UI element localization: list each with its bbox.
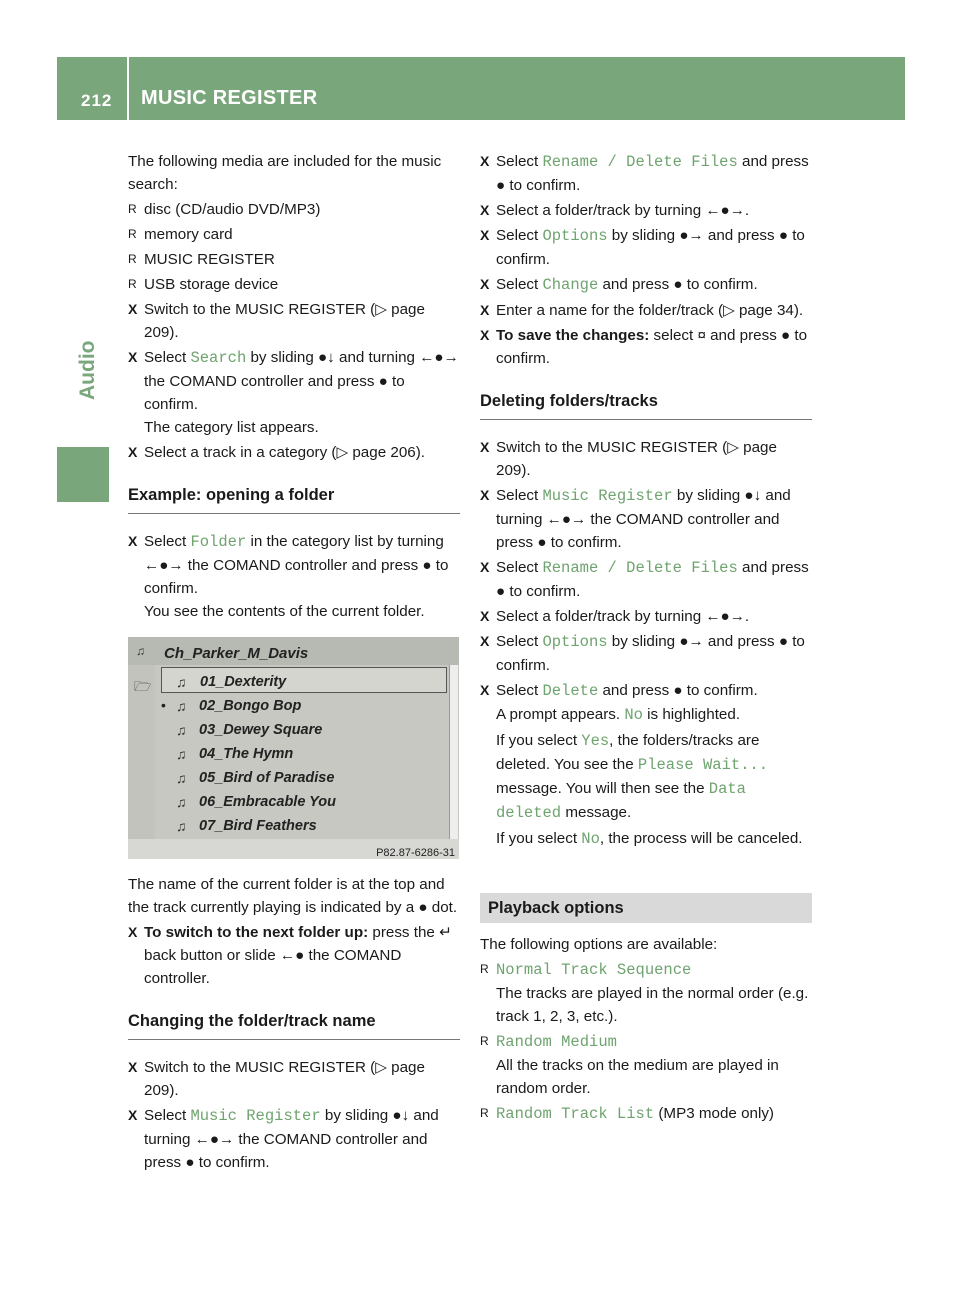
step-text: Select <box>496 487 543 504</box>
side-tab-label: Audio <box>76 340 99 400</box>
option-desc: The tracks are played in the normal order (e.g. track 1, 2, 3, etc.). <box>496 985 809 1025</box>
step <box>480 679 812 851</box>
step-marker: X <box>480 227 490 243</box>
step-text: Switch to the MUSIC REGISTER (▷ page 209). <box>144 1059 425 1099</box>
track-row[interactable] <box>155 740 445 764</box>
step <box>480 299 812 322</box>
note-icon: ♫ <box>176 770 187 786</box>
step <box>128 441 460 464</box>
step-result: You see the contents of the current folder. <box>144 603 425 620</box>
section-heading: Changing the folder/track name <box>128 1010 460 1040</box>
step-text: Select <box>496 153 543 170</box>
option-code: Random Medium <box>496 1033 617 1051</box>
step <box>128 1104 460 1174</box>
note-icon: ♫ <box>176 794 187 810</box>
step-text: select ¤ and press ● to confirm. <box>496 327 808 367</box>
result-text: is highlighted. <box>642 706 741 723</box>
menu-item-code: Options <box>542 227 608 245</box>
step-text: Select a folder/track by turning ←●→. <box>496 202 750 219</box>
step-bold: To save the changes: <box>496 327 650 344</box>
step-result <box>496 827 812 851</box>
menu-item-code: Options <box>542 633 608 651</box>
track-title: 05_Bird of Paradise <box>199 770 335 786</box>
step-text: Select <box>496 276 543 293</box>
media-item: R MUSIC REGISTER <box>128 248 460 271</box>
option-desc: (MP3 mode only) <box>654 1105 774 1122</box>
menu-item-code: Rename / Delete Files <box>542 153 738 171</box>
note-icon: ♫ <box>176 722 187 738</box>
step-result: The category list appears. <box>144 419 319 436</box>
menu-item-code: Search <box>190 349 247 367</box>
side-tab-marker <box>57 447 109 502</box>
step <box>480 224 812 271</box>
track-title: 02_Bongo Bop <box>199 698 302 714</box>
step <box>480 484 812 554</box>
note-icon: ♫ <box>176 698 187 714</box>
result-text: A prompt appears. <box>496 706 625 723</box>
step <box>128 1056 460 1102</box>
track-row[interactable] <box>155 812 445 836</box>
step-marker: X <box>480 608 490 624</box>
result-text: , the process will be canceled. <box>599 830 803 847</box>
page-number: 212 <box>81 91 113 110</box>
page-header <box>57 57 905 120</box>
step-text: Select <box>144 1107 191 1124</box>
option-item <box>480 958 812 1028</box>
screen-folder-name: Ch_Parker_M_Davis <box>164 645 309 662</box>
step <box>480 630 812 677</box>
body-text: The following options are available: <box>480 936 718 953</box>
track-title: 03_Dewey Square <box>199 722 323 738</box>
screen-sidebar <box>128 665 155 839</box>
option-code: Normal Track Sequence <box>496 961 692 979</box>
menu-item-code: Folder <box>190 533 247 551</box>
option-item <box>480 1102 812 1126</box>
step-text: Enter a name for the folder/track (▷ page 34). <box>496 302 804 319</box>
track-title: 04_The Hymn <box>199 746 294 762</box>
step-marker: X <box>480 559 490 575</box>
track-row[interactable] <box>161 667 447 693</box>
step-text: by sliding ●↓ and turning ←●→ the COMAND controller and press ● to confirm. <box>496 487 791 551</box>
step-text: Select <box>144 349 191 366</box>
note-icon: ♫ <box>176 818 187 834</box>
step <box>128 530 460 623</box>
note-icon: ♫ <box>176 674 187 690</box>
step-marker: X <box>480 202 490 218</box>
step <box>480 199 812 222</box>
track-title: 06_Embracable You <box>199 794 337 810</box>
side-tab <box>76 330 106 400</box>
media-item: R USB storage device <box>128 273 460 296</box>
scrollbar[interactable] <box>449 665 458 839</box>
step-marker: X <box>480 439 490 455</box>
track-row[interactable] <box>155 692 445 716</box>
step-text: and press ● to confirm. <box>496 559 809 600</box>
left-column <box>128 150 460 1176</box>
step-text: and press ● to confirm. <box>496 153 809 194</box>
step <box>480 273 812 297</box>
step-marker: X <box>128 924 138 940</box>
track-row[interactable] <box>155 764 445 788</box>
right-column <box>480 150 812 1128</box>
step-marker: X <box>128 444 138 460</box>
menu-item-code: Please Wait... <box>637 756 769 774</box>
step-marker: X <box>480 276 490 292</box>
step-text: Select <box>496 559 543 576</box>
folder-icon: 🗁 <box>134 678 152 694</box>
option-item <box>480 1030 812 1100</box>
step <box>480 556 812 603</box>
step-text: Select <box>496 633 543 650</box>
step-text: by sliding ●→ and press ● to confirm. <box>496 633 805 674</box>
step-bold: To switch to the next folder up: <box>144 924 369 941</box>
result-text: If you select <box>496 732 582 749</box>
option-code: Random Track List <box>496 1105 655 1123</box>
media-item: R disc (CD/audio DVD/MP3) <box>128 198 460 221</box>
section-heading: Example: opening a folder <box>128 484 460 514</box>
menu-item-code: Rename / Delete Files <box>542 559 738 577</box>
track-title: 01_Dexterity <box>200 674 287 690</box>
step-marker: X <box>480 487 490 503</box>
media-item: R memory card <box>128 223 460 246</box>
track-title: 07_Bird Feathers <box>199 818 317 834</box>
step-result <box>496 729 812 825</box>
step <box>128 346 460 439</box>
menu-item-code: No <box>624 706 643 724</box>
menu-item-code: Data deleted <box>496 780 746 822</box>
step <box>480 324 812 370</box>
step-marker: X <box>480 682 490 698</box>
step-text: Switch to the MUSIC REGISTER (▷ page 209). <box>144 301 425 341</box>
header-divider <box>127 57 129 120</box>
step-text: press the ↵ back button or slide ←● the COMAND controller. <box>144 924 452 987</box>
step-marker: X <box>128 533 138 549</box>
step-text: by sliding ●↓ and turning ←●→ the COMAND controller and press ● to confirm. <box>144 349 459 413</box>
menu-item-code: Yes <box>581 732 610 750</box>
menu-item-code: Music Register <box>542 487 673 505</box>
step-marker: X <box>480 327 490 343</box>
result-text: message. <box>561 804 632 821</box>
display-screenshot <box>128 637 459 859</box>
step <box>480 436 812 482</box>
intro-text: The following media are included for the music search: <box>128 153 442 193</box>
step-marker: X <box>128 1107 138 1123</box>
step-text: by sliding ●→ and press ● to confirm. <box>496 227 805 268</box>
music-source-icon: ♫ <box>136 644 145 658</box>
track-row[interactable] <box>155 716 445 740</box>
step-result <box>496 703 812 727</box>
step-marker: X <box>480 153 490 169</box>
track-row[interactable] <box>155 788 445 812</box>
step-text: Select a track in a category (▷ page 206). <box>144 444 425 461</box>
screen-title-bar <box>128 637 459 665</box>
step-text: Select <box>144 533 191 550</box>
section-heading: Deleting folders/tracks <box>480 390 812 420</box>
option-desc: All the tracks on the medium are played in random order. <box>496 1057 779 1097</box>
result-text: If you select <box>496 830 582 847</box>
note-icon: ♫ <box>176 746 187 762</box>
menu-item-code: Delete <box>542 682 599 700</box>
step-marker: X <box>480 302 490 318</box>
screen-footer <box>128 839 459 859</box>
step-text: Select <box>496 682 543 699</box>
step-marker: X <box>128 1059 138 1075</box>
result-text: message. You will then see the <box>496 780 709 797</box>
step-text: in the category list by turning ←●→ the COMAND controller and press ● to confirm. <box>144 533 449 597</box>
step <box>128 921 460 990</box>
playing-dot-icon: • <box>161 697 166 713</box>
step-text: Select a folder/track by turning ←●→. <box>496 608 750 625</box>
image-code: P82.87-6286-31 <box>376 847 455 859</box>
step-text: Select <box>496 227 543 244</box>
section-heading-shaded: Playback options <box>480 893 812 923</box>
menu-item-code: No <box>581 830 600 848</box>
step-text: and press ● to confirm. <box>598 682 758 699</box>
body-text: The name of the current folder is at the top and the track currently playing is indicated by a ● dot. <box>128 876 458 916</box>
menu-item-code: Change <box>542 276 599 294</box>
step <box>128 298 460 344</box>
step <box>480 150 812 197</box>
step <box>480 605 812 628</box>
step-marker: X <box>128 349 138 365</box>
step-text: by sliding ●↓ and turning ←●→ the COMAND controller and press ● to confirm. <box>144 1107 439 1171</box>
track-list <box>155 665 447 839</box>
page-title: MUSIC REGISTER <box>141 87 318 109</box>
result-text: , the folders/tracks are deleted. You see the <box>496 732 760 773</box>
menu-item-code: Music Register <box>190 1107 321 1125</box>
step-marker: X <box>480 633 490 649</box>
step-marker: X <box>128 301 138 317</box>
step-text: and press ● to confirm. <box>598 276 758 293</box>
step-text: Switch to the MUSIC REGISTER (▷ page 209). <box>496 439 777 479</box>
